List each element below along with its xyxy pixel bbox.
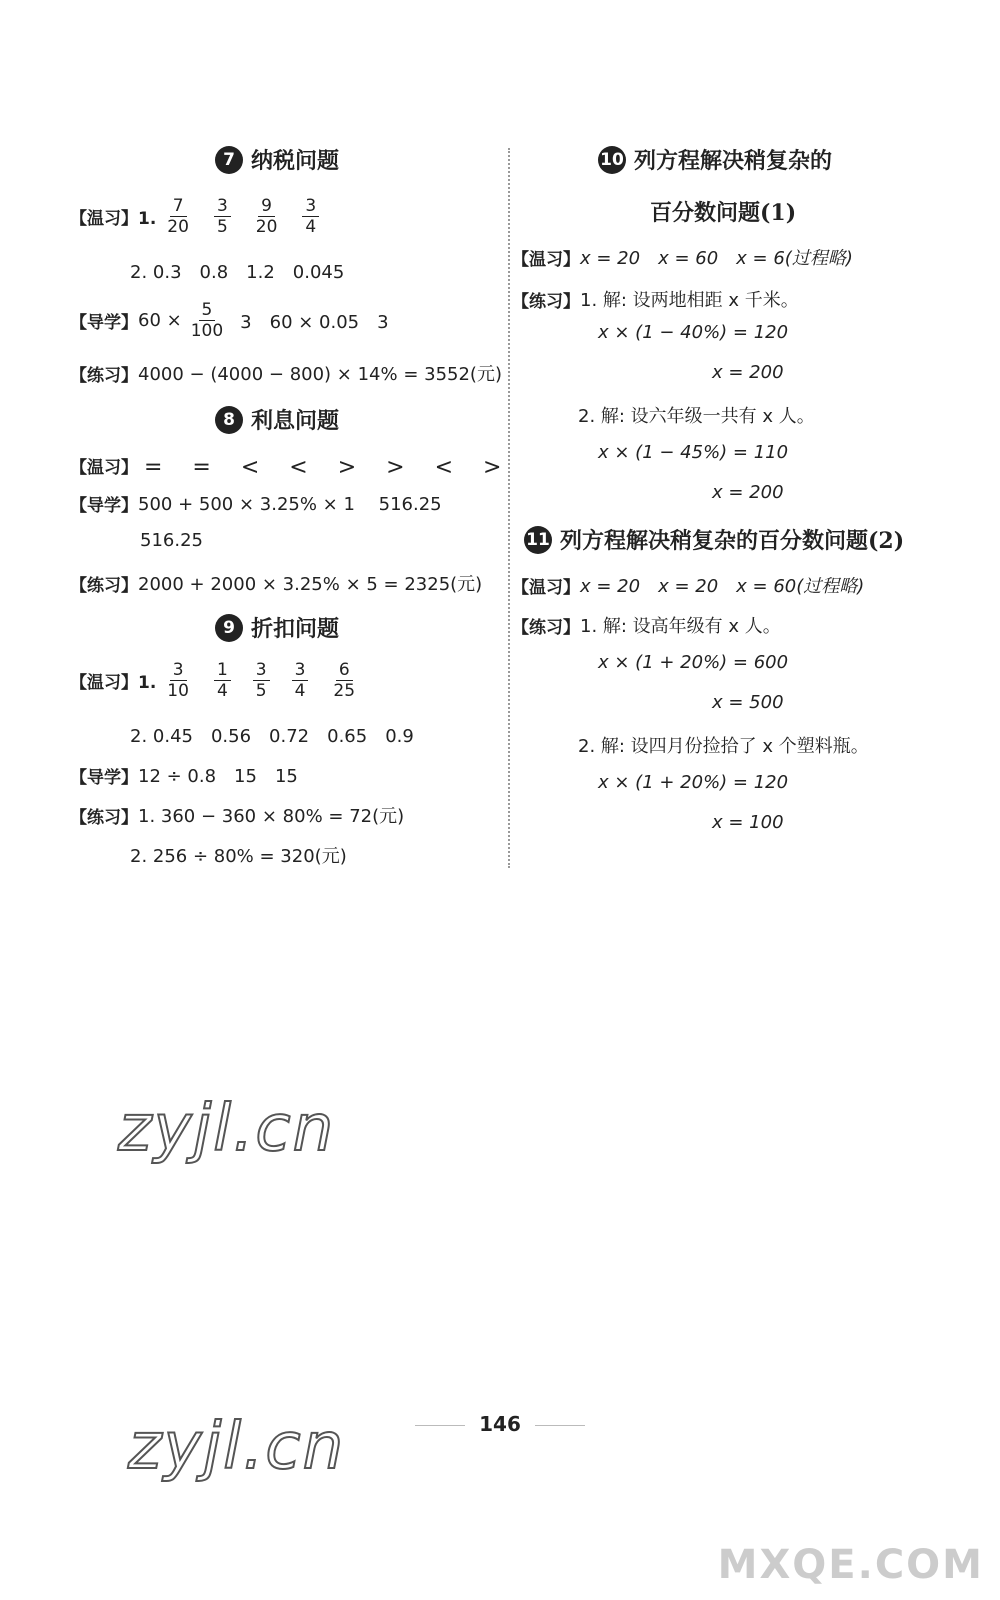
fraction [214, 660, 231, 701]
fraction [330, 660, 358, 701]
denominator: 25 [333, 681, 356, 701]
numerator: 3 [292, 660, 309, 681]
practice-tag: 【练习】 [70, 365, 138, 386]
section-11-title [524, 524, 904, 555]
guide-post: 3 60 × 0.05 3 [240, 311, 389, 333]
section-title-text: 列方程解决稍复杂的 [634, 148, 833, 174]
denominator: 100 [190, 321, 224, 341]
sec9-guide-line [70, 762, 298, 788]
fraction [253, 660, 270, 701]
page-number [0, 1412, 1000, 1436]
sec10-practice-line [512, 286, 799, 312]
section-number-badge: 10 [598, 146, 626, 174]
warmup-tag: 【温习】 [512, 249, 580, 270]
warmup-text: x = 20 x = 20 x = 60(过程略) [580, 576, 865, 597]
fraction [164, 196, 192, 237]
guide-text: 12 ÷ 0.8 15 15 [138, 766, 298, 787]
corner-watermark: MXQE.COM [717, 1542, 984, 1588]
numerator: 3 [170, 660, 187, 681]
page-number-rule [415, 1425, 465, 1426]
section-title-text: 列方程解决稍复杂的百分数问题(2) [560, 528, 905, 554]
fraction [164, 660, 192, 701]
page-number-text: 146 [479, 1412, 521, 1436]
sec8-guide-line [70, 490, 442, 516]
warmup-text: x = 20 x = 60 x = 6(过程略) [580, 248, 853, 269]
denominator: 20 [167, 217, 189, 237]
numerator: 3 [302, 196, 319, 217]
numerator: 5 [199, 300, 216, 321]
denominator: 5 [216, 217, 228, 237]
numerator: 1 [214, 660, 231, 681]
denominator: 4 [216, 681, 228, 701]
sec7-warmup-2: 2. 0.3 0.8 1.2 0.045 [130, 262, 345, 283]
comparison-signs: = = < < > > < > [144, 455, 506, 480]
sec8-practice-line [70, 570, 482, 596]
numerator: 3 [214, 196, 231, 217]
fraction-list [164, 660, 380, 701]
guide-tag: 【导学】 [70, 313, 138, 333]
denominator: 10 [167, 681, 189, 701]
fraction [253, 196, 281, 237]
sec7-warmup-line [70, 196, 341, 237]
sec8-warmup-line [70, 450, 505, 481]
section-number-badge: 7 [215, 146, 243, 174]
guide-text: 500 + 500 × 3.25% × 1 516.25 [138, 494, 442, 515]
sec9-warmup-2: 2. 0.45 0.56 0.72 0.65 0.9 [130, 726, 414, 747]
practice-tag: 【练习】 [512, 617, 580, 638]
watermark-text: zyjl.cn [118, 1092, 336, 1166]
section-title-text: 折扣问题 [251, 616, 340, 642]
warmup-tag: 【温习】 [70, 458, 138, 478]
section-8-title [215, 404, 339, 435]
sec11-practice-line [512, 612, 781, 638]
section-10-title-line2: 百分数问题(1) [650, 200, 797, 226]
warmup-tag: 【温习】1. [70, 209, 157, 229]
sec10-warmup-line [512, 244, 853, 270]
fraction-list [164, 196, 341, 237]
equation: x × (1 − 45%) = 110 [598, 442, 789, 463]
equation: x × (1 − 40%) = 120 [598, 322, 789, 343]
guide-tag: 【导学】 [70, 495, 138, 516]
practice-text: 1. 360 − 360 × 80% = 72(元) [138, 806, 405, 827]
numerator: 9 [258, 196, 275, 217]
equation-answer: x = 200 [712, 482, 784, 503]
guide-tag: 【导学】 [70, 767, 138, 788]
equation: x × (1 + 20%) = 120 [598, 772, 789, 793]
practice-item-2: 2. 解: 设四月份捡拾了 x 个塑料瓶。 [578, 736, 869, 757]
sec9-practice-line [70, 802, 404, 828]
numerator: 7 [170, 196, 187, 217]
section-number-badge: 9 [215, 614, 243, 642]
section-7-title [215, 144, 339, 175]
denominator: 20 [255, 217, 278, 237]
practice-text: 1. 解: 设高年级有 x 人。 [580, 616, 781, 637]
practice-item-2: 2. 解: 设六年级一共有 x 人。 [578, 406, 815, 427]
practice-tag: 【练习】 [512, 291, 580, 312]
denominator: 4 [294, 681, 306, 701]
section-number-badge: 8 [215, 406, 243, 434]
section-title-text: 利息问题 [251, 408, 340, 434]
sec7-guide-line [70, 300, 389, 341]
equation-answer: x = 100 [712, 812, 784, 833]
sec9-warmup-line [70, 660, 380, 701]
practice-tag: 【练习】 [70, 807, 138, 828]
equation: x × (1 + 20%) = 600 [598, 652, 789, 673]
column-divider [508, 148, 510, 868]
denominator: 4 [305, 217, 317, 237]
equation-answer: x = 200 [712, 362, 784, 383]
sec7-practice-line [70, 360, 502, 386]
sec11-warmup-line [512, 572, 864, 598]
section-title-text: 纳税问题 [251, 148, 340, 174]
sec9-practice-2: 2. 256 ÷ 80% = 320(元) [130, 846, 347, 867]
practice-text: 1. 解: 设两地相距 x 千米。 [580, 290, 799, 311]
guide-pre: 60 × [138, 310, 182, 331]
section-9-title [215, 612, 339, 643]
fraction [302, 196, 319, 237]
practice-text: 4000 − (4000 − 800) × 14% = 3552(元) [138, 364, 502, 385]
practice-text: 2000 + 2000 × 3.25% × 5 = 2325(元) [138, 574, 483, 595]
watermark-text: zyjl.cn [128, 1410, 346, 1484]
practice-tag: 【练习】 [70, 575, 138, 596]
fraction [214, 196, 231, 237]
fraction [188, 300, 226, 341]
section-number-badge: 11 [524, 526, 552, 554]
numerator: 6 [336, 660, 353, 681]
equation-answer: x = 500 [712, 692, 784, 713]
section-10-title [598, 144, 832, 175]
denominator: 5 [255, 681, 267, 701]
fraction [292, 660, 309, 701]
page-number-rule [535, 1425, 585, 1426]
warmup-tag: 【温习】1. [70, 673, 157, 693]
warmup-tag: 【温习】 [512, 577, 580, 598]
numerator: 3 [253, 660, 270, 681]
sec8-guide-answer: 516.25 [140, 530, 203, 551]
